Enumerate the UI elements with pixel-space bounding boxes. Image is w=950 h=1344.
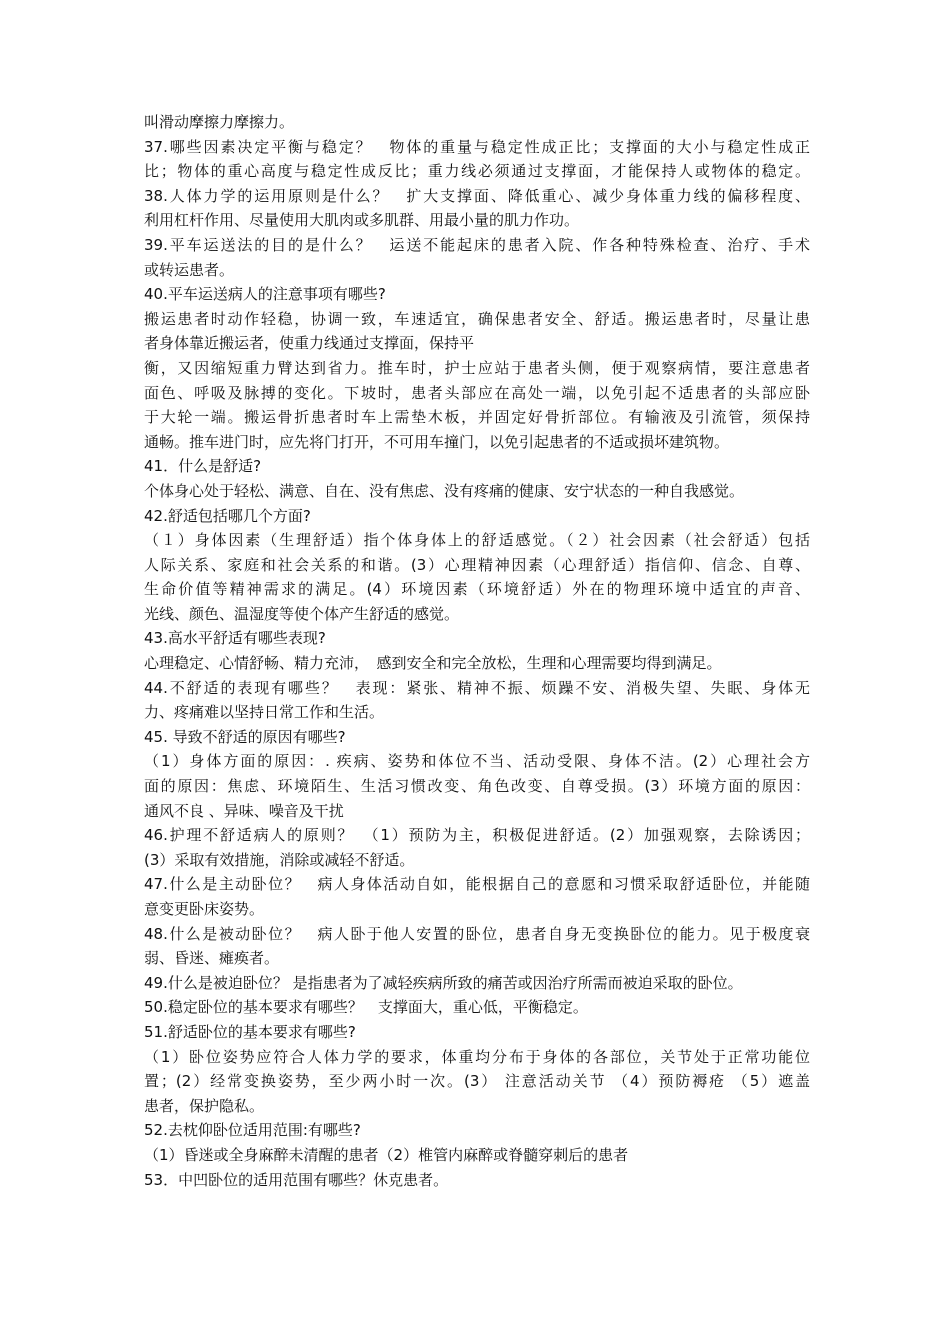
document-body (144, 110, 810, 1192)
text-line: 光线、颜色、温湿度等使个体产生舒适的感觉。 (144, 604, 460, 623)
text-line: 53．中凹卧位的适用范围有哪些？休克患者。 (144, 1170, 449, 1189)
text-line: 意变更卧床姿势。 (144, 900, 265, 918)
text-line: 51.舒适卧位的基本要求有哪些? (144, 1022, 356, 1041)
text-line: 42.舒适包括哪几个方面? (144, 506, 311, 525)
text-line: 力、疼痛难以坚持日常工作和生活。 (144, 703, 385, 722)
text-line: 44.不舒适的表现有哪些？ 表现：紧张、精神不振、烦躁不安、消极失望、失眠、身体无 (144, 678, 810, 697)
text-line: 者身体靠近搬运者，使重力线通过支撑面，保持平 (144, 334, 475, 353)
text-line: 置；(2）经常变换姿势，至少两小时一次。(3） 注意活动关节 （4）预防褥疮 （5）遮盖 (144, 1072, 810, 1091)
text-line: 患者，保护隐私。 (144, 1096, 265, 1115)
text-line: 38.人体力学的运用原则是什么？ 扩大支撑面、降低重心、减少身体重力线的偏移程度、 (144, 186, 810, 205)
text-line: 个体身心处于轻松、满意、自在、没有焦虑、没有疼痛的健康、安宁状态的一种自我感觉。 (144, 481, 745, 500)
text-line: 46.护理不舒适病人的原则？ （1）预防为主，积极促进舒适。(2）加强观察，去除诱因； (144, 826, 810, 845)
text-line: 衡，又因缩短重力臂达到省力。推车时，护士应站于患者头侧，便于观察病情，要注意患者 (144, 358, 810, 377)
text-line: 心理稳定、心情舒畅、精力充沛， 感到安全和完全放松，生理和心理需要均得到满足。 (144, 654, 722, 673)
text-line: 43.高水平舒适有哪些表现? (144, 629, 326, 648)
text-line: 48.什么是被动卧位？ 病人卧于他人安置的卧位，患者自身无变换卧位的能力。见于极度衰 (144, 924, 810, 943)
text-line: 49.什么是被迫卧位？ 是指患者为了减轻疾病所致的痛苦或因治疗所需而被迫采取的卧位。 (144, 973, 743, 992)
text-line: 人际关系、家庭和社会关系的和谐。(3）心理精神因素（心理舒适）指信仰、信念、自尊、 (144, 555, 810, 574)
text-line: （1）昏迷或全身麻醉未清醒的患者（2）椎管内麻醉或脊髓穿刺后的患者 (144, 1145, 629, 1164)
text-line: 通风不良 、异味、噪音及干扰 (144, 801, 344, 820)
text-line: 搬运患者时动作轻稳，协调一致，车速适宜，确保患者安全、舒适。搬运患者时，尽量让患 (144, 309, 810, 328)
text-line: 生命价值等精神需求的满足。(4）环境因素（环境舒适）外在的物理环境中适宜的声音、 (144, 580, 810, 599)
text-line: 47.什么是主动卧位？ 病人身体活动自如，能根据自己的意愿和习惯采取舒适卧位，并能随 (144, 875, 810, 894)
text-line: 45. 导致不舒适的原因有哪些? (144, 727, 346, 746)
text-line: 面色、呼吸及脉搏的变化。下坡时，患者头部应在高处一端，以免引起不适患者的头部应卧 (144, 383, 810, 402)
text-line: 比；物体的重心高度与稳定性成反比；重力线必须通过支撑面，才能保持人或物体的稳定。 (144, 162, 810, 181)
text-line: 40.平车运送病人的注意事项有哪些? (144, 285, 386, 304)
text-line: 37.哪些因素决定平衡与稳定？ 物体的重量与稳定性成正比；支撑面的大小与稳定性成正 (144, 137, 810, 156)
text-line: 50.稳定卧位的基本要求有哪些？ 支撑面大，重心低，平衡稳定。 (144, 998, 588, 1017)
text-line: (3）采取有效措施，消除或减轻不舒适。 (144, 850, 415, 869)
text-line: 41．什么是舒适? (144, 457, 262, 476)
text-line: 或转运患者。 (144, 260, 235, 279)
text-line: （1）卧位姿势应符合人体力学的要求，体重均分布于身体的各部位，关节处于正常功能位 (144, 1047, 810, 1066)
text-line: 弱、昏迷、瘫痪者。 (144, 949, 280, 968)
text-line: 通畅。推车进门时，应先将门打开，不可用车撞门，以免引起患者的不适或损坏建筑物。 (144, 432, 730, 451)
text-line: 面的原因：焦虑、环境陌生、生活习惯改变、角色改变、自尊受损。(3）环境方面的原因： (144, 777, 810, 796)
text-line: 于大轮一端。搬运骨折患者时车上需垫木板，并固定好骨折部位。有输液及引流管，须保持 (144, 408, 810, 427)
text-line: （1）身体方面的原因：. 疾病、姿势和体位不当、活动受限、身体不洁。(2）心理社会方 (144, 752, 810, 771)
text-line: 39.平车运送法的目的是什么？ 运送不能起床的患者入院、作各种特殊检查、治疗、手术 (144, 235, 810, 254)
text-line: 52.去枕仰卧位适用范围:有哪些? (144, 1121, 361, 1140)
text-line: 利用杠杆作用、尽量使用大肌肉或多肌群、用最小量的肌力作功。 (144, 211, 580, 230)
text-line: 叫滑动摩擦力摩擦力。 (144, 113, 295, 131)
text-line: （１）身体因素（生理舒适）指个体身体上的舒适感觉。（２）社会因素（社会舒适）包括 (144, 531, 810, 550)
